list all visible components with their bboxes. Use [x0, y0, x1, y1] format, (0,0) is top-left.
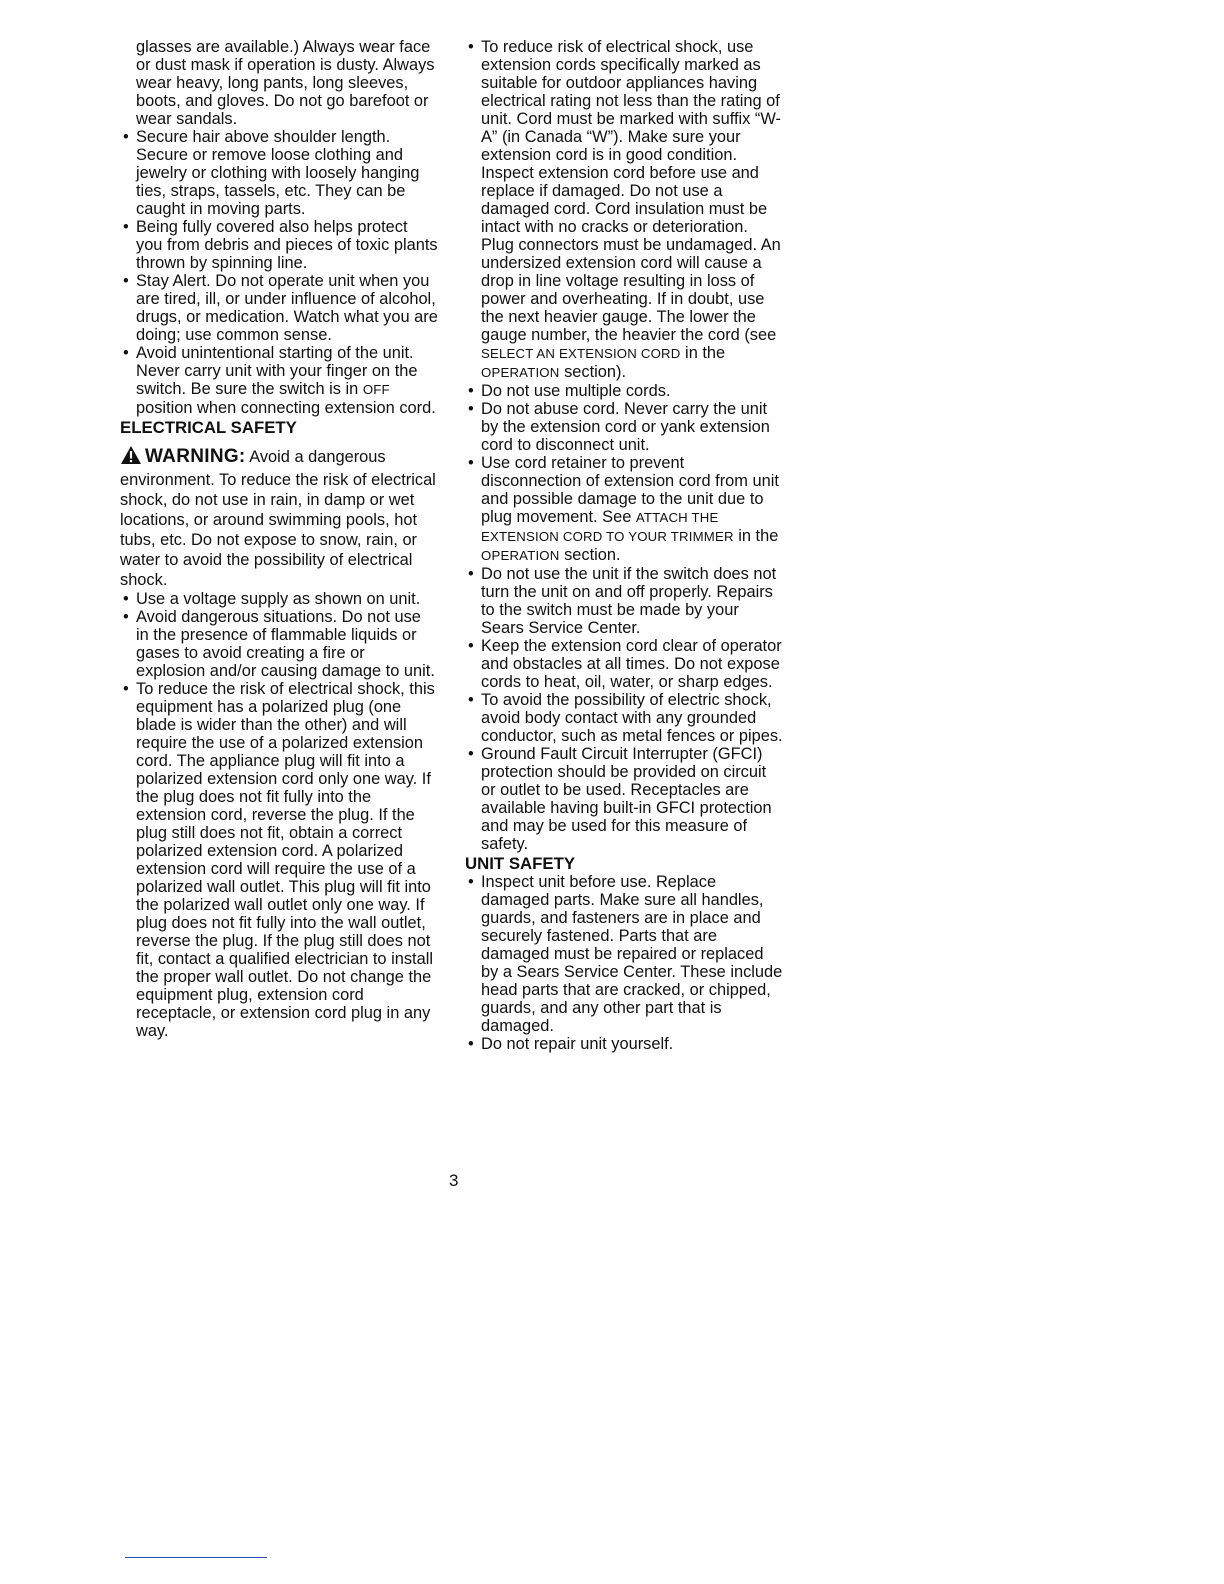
- bullet-list: [120, 128, 438, 417]
- warning-label: WARNING:: [145, 446, 246, 467]
- bullet-list: [465, 873, 783, 1053]
- extension-text-after: section).: [564, 363, 627, 381]
- warning-triangle-icon: [120, 445, 142, 470]
- list-item: • Use a voltage supply as shown on unit.: [120, 590, 438, 608]
- footer-rule: [125, 1557, 267, 1558]
- list-item: [120, 344, 438, 417]
- list-item: • Secure hair above shoulder length. Secure or remove loose clothing and jewelry or clothing with loosely hanging ties, straps, tassels, etc. They can be caught in moving parts.: [120, 128, 438, 218]
- list-item: • Do not use the unit if the switch does not turn the unit on and off properly. Repairs to the switch must be made by your Sears Service Center.: [465, 565, 783, 637]
- extension-text-before: To reduce risk of electrical shock, use extension cords specifically marked as suitable for outdoor appliances having electrical rating not less than the rating of unit. Cord must be marked with suffix “W-A” (in Canada “W”). Make sure your extension cord is in good condition. Inspect extension cord before use and replace if damaged. Do not use a damaged cord. Cord insulation must be intact with no cracks or deterioration. Plug connectors must be undamaged. An undersized extension cord will cause a drop in line voltage resulting in loss of power and overheating. If in doubt, use the next heavier gauge. The lower the gauge number, the heavier the cord (see: [481, 38, 781, 344]
- bullet-list: [120, 590, 438, 1040]
- list-item: • To avoid the possibility of electric shock, avoid body contact with any grounded conductor, such as metal fences or pipes.: [465, 691, 783, 745]
- list-item: • To reduce the risk of electrical shock, this equipment has a polarized plug (one blade is wider than the other) and will require the use of a polarized extension cord. The appliance plug will fit into a polarized extension cord only one way. If the plug does not fit fully into the extension cord, reverse the plug. If the plug still does not fit, obtain a correct polarized extension cord. A polarized extension cord will require the use of a polarized wall outlet. This plug will fit into the polarized wall outlet only one way. If plug does not fit fully into the wall outlet, reverse the plug. If the plug still does not fit, contact a qualified electrician to install the proper wall outlet. Do not change the equipment plug, extension cord receptacle, or extension cord plug in any way.: [120, 680, 438, 1040]
- list-item: [465, 454, 783, 565]
- unit-safety-heading: UNIT SAFETY: [465, 854, 576, 873]
- list-item: • Inspect unit before use. Replace damaged parts. Make sure all handles, guards, and fasteners are in place and securely fastened. Parts that are damaged must be repaired or replaced by a Sears Service Center. These include head parts that are cracked, or chipped, guards, and any other part that is damaged.: [465, 873, 783, 1035]
- operation-term: OPERATION: [481, 548, 560, 563]
- operation-term: OPERATION: [481, 365, 560, 380]
- list-item: • Being fully covered also helps protect you from debris and pieces of toxic plants thrown by spinning line.: [120, 218, 438, 272]
- list-item: • Ground Fault Circuit Interrupter (GFCI) protection should be provided on circuit or outlet to be used. Receptacles are available having built-in GFCI protection and may be used for this measure of safety.: [465, 745, 783, 853]
- retainer-text-after: section.: [564, 546, 621, 564]
- electrical-safety-heading: ELECTRICAL SAFETY: [120, 418, 297, 437]
- retainer-text-before: Use cord retainer to prevent disconnection of extension cord from unit and possible damage to the unit due to plug movement. See: [481, 454, 779, 526]
- continued-paragraph: glasses are available.) Always wear face or dust mask if operation is dusty. Always wear heavy, long pants, long sleeves, boots, and gloves. Do not go barefoot or wear sandals.: [136, 38, 435, 128]
- switch-text-after: position when connecting extension cord.: [136, 399, 436, 417]
- warning-text: Avoid a dangerous environment. To reduce the risk of electrical shock, do not use in rain, in damp or wet locations, or around swimming pools, hot tubs, etc. Do not expose to snow, rain, or water to avoid the possibility of electrical shock.: [120, 448, 436, 589]
- page-number: 3: [449, 1171, 459, 1190]
- list-item: • Keep the extension cord clear of operator and obstacles at all times. Do not expose cords to heat, oil, water, or sharp edges.: [465, 637, 783, 691]
- warning-block: [120, 445, 438, 590]
- extension-text-middle: in the: [685, 344, 726, 362]
- right-column: [465, 38, 783, 1053]
- left-column: [120, 38, 438, 1040]
- list-item: • Do not abuse cord. Never carry the unit by the extension cord or yank extension cord to disconnect unit.: [465, 400, 783, 454]
- list-item: • Do not use multiple cords.: [465, 382, 783, 400]
- switch-term: OFF: [362, 382, 390, 397]
- list-item: • Avoid dangerous situations. Do not use in the presence of flammable liquids or gases to avoid creating a fire or explosion and/or causing damage to unit.: [120, 608, 438, 680]
- list-item: • Do not repair unit yourself.: [465, 1035, 783, 1053]
- bullet-list: [465, 38, 783, 853]
- attach-term: ATTACH THE EXTENSION CORD TO YOUR TRIMMER: [481, 510, 734, 544]
- list-item: [465, 38, 783, 382]
- switch-text-before: Avoid unintentional starting of the unit. Never carry unit with your finger on the switch. Be sure the switch is in: [136, 344, 418, 398]
- list-item: • Stay Alert. Do not operate unit when you are tired, ill, or under influence of alcohol, drugs, or medication. Watch what you are doing; use common sense.: [120, 272, 438, 344]
- extension-term: SELECT AN EXTENSION CORD: [481, 346, 681, 361]
- retainer-text-middle: in the: [738, 527, 779, 545]
